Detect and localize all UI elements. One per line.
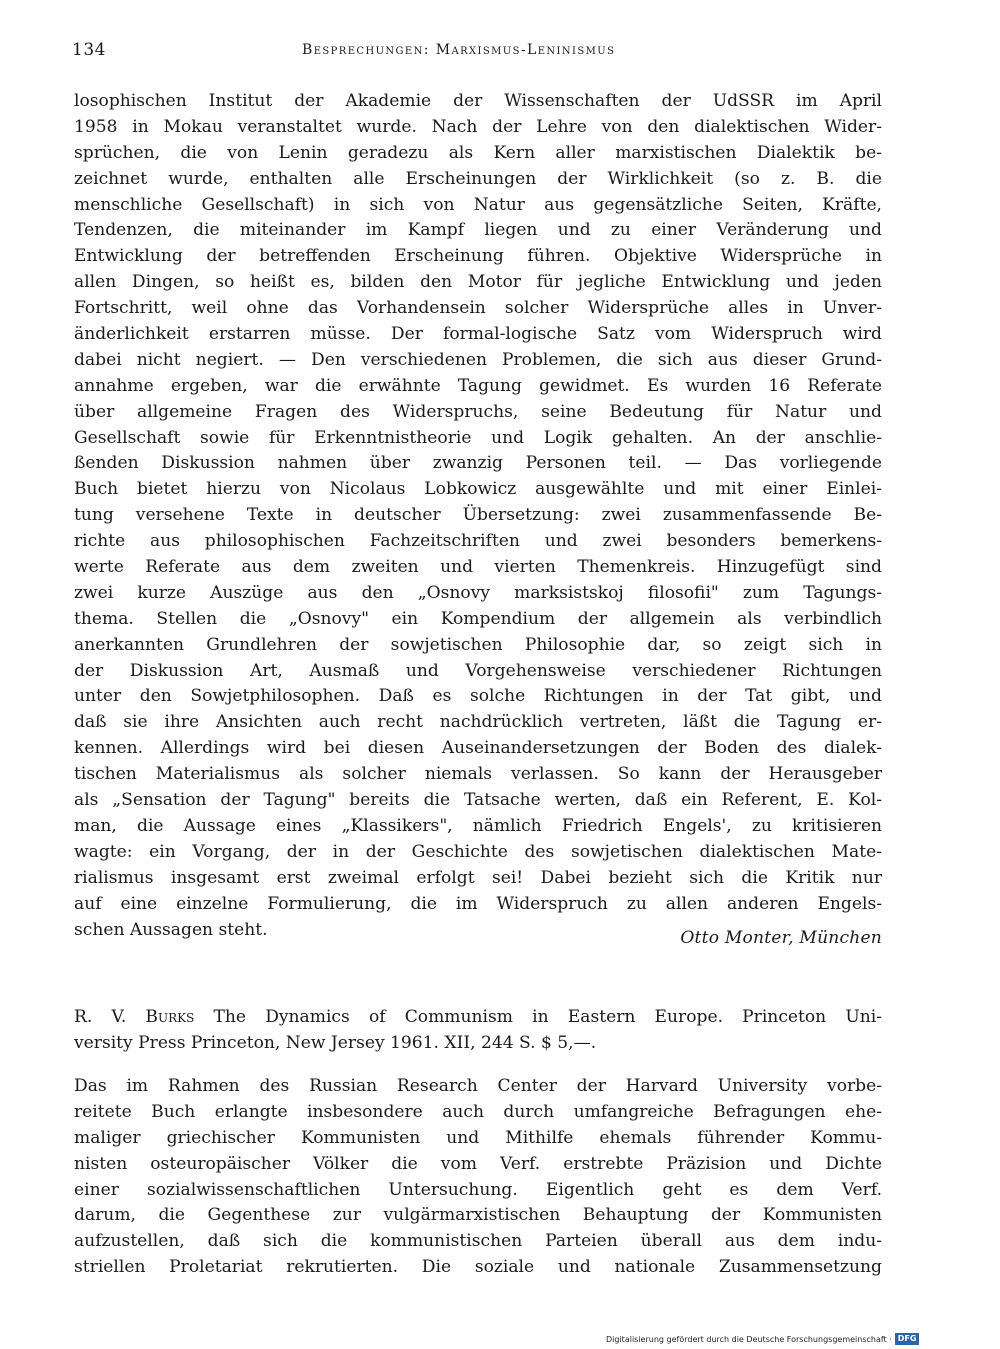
text-line: rialismus insgesamt erst zweimal erfolgt sei! Dabei bezieht sich die Kritik nur bbox=[74, 867, 882, 888]
text-line: zwei kurze Auszüge aus den „Osnovy marksistskoj filosofii" zum Tagungs- bbox=[74, 582, 882, 603]
text-line: Tendenzen, die miteinander im Kampf liegen und zu einer Veränderung und bbox=[74, 220, 882, 241]
text-line: unter den Sowjetphilosophen. Daß es solche Richtungen in der Tat gibt, und bbox=[74, 686, 882, 707]
text-line: thema. Stellen die „Osnovy" ein Kompendium der allgemein als verbindlich bbox=[74, 608, 882, 629]
text-line: tung versehene Texte in deutscher Übersetzung: zwei zusammenfassende Be- bbox=[74, 505, 882, 526]
text-line: menschliche Gesellschaft) in sich von Natur aus gegensätzliche Seiten, Kräfte, bbox=[74, 194, 882, 215]
text-line: tischen Materialismus als solcher niemals verlassen. So kann der Herausgeber bbox=[74, 764, 882, 785]
text-line: Das im Rahmen des Russian Research Center der Harvard University vorbe- bbox=[74, 1076, 882, 1096]
text-line: Gesellschaft sowie für Erkenntnistheorie und Logik gehalten. An der anschlie- bbox=[74, 427, 882, 448]
text-line: Fortschritt, weil ohne das Vorhandensein solcher Widersprüche alles in Unver- bbox=[74, 298, 882, 319]
text-line: sprüchen, die von Lenin geradezu als Kern aller marxistischen Dialektik be- bbox=[74, 142, 882, 163]
running-head: Besprechungen: Marxismus-Leninismus bbox=[302, 42, 616, 58]
text-line: wagte: ein Vorgang, der in der Geschichte des sowjetischen dialektischen Mate- bbox=[74, 841, 882, 862]
text-line: man, die Aussage eines „Klassikers", nämlich Friedrich Engels', zu kritisieren bbox=[74, 815, 882, 836]
text-line: losophischen Institut der Akademie der Wissenschaften der UdSSR im April bbox=[74, 91, 882, 111]
text-line: als „Sensation der Tagung" bereits die Tatsache werten, daß ein Referent, E. Kol- bbox=[74, 790, 882, 811]
text-line: 1958 in Mokau veranstaltet wurde. Nach der Lehre von den dialektischen Wider- bbox=[74, 116, 882, 137]
text-line: aufzustellen, daß sich die kommunistischen Parteien überall aus dem indu- bbox=[74, 1231, 882, 1252]
citation-author: R. V. Burks bbox=[74, 1007, 195, 1027]
text-line: über allgemeine Fragen des Widerspruchs, seine Bedeutung für Natur und bbox=[74, 401, 882, 422]
digitization-footer bbox=[606, 1333, 919, 1346]
text-line: dabei nicht negiert. — Den verschiedenen Problemen, die sich aus dieser Grund- bbox=[74, 349, 882, 370]
text-line: änderlichkeit erstarren müsse. Der formal-logische Satz vom Widerspruch wird bbox=[74, 324, 882, 345]
text-line: schen Aussagen steht. bbox=[74, 919, 268, 940]
text-line: annahme ergeben, war die erwähnte Tagung gewidmet. Es wurden 16 Referate bbox=[74, 375, 882, 396]
text-line: Buch bietet hierzu von Nicolaus Lobkowicz ausgewählte und mit einer Einlei- bbox=[74, 479, 882, 500]
text-line: anerkannten Grundlehren der sowjetischen Philosophie dar, so zeigt sich in bbox=[74, 634, 882, 655]
text-line: einer sozialwissenschaftlichen Untersuchung. Eigentlich geht es dem Verf. bbox=[74, 1179, 882, 1200]
text-line: zeichnet wurde, enthalten alle Erscheinungen der Wirklichkeit (so z. B. die bbox=[74, 168, 882, 189]
review-text-body bbox=[74, 1074, 882, 1281]
text-line: der Diskussion Art, Ausmaß und Vorgehensweise verschiedener Richtungen bbox=[74, 660, 882, 681]
review-text-body bbox=[74, 89, 882, 943]
text-line: maliger griechischer Kommunisten und Mithilfe ehemals führender Kommu- bbox=[74, 1127, 882, 1148]
reviewer-signature: Otto Monter, München bbox=[680, 928, 882, 948]
text-line: werte Referate aus dem zweiten und vierten Themenkreis. Hinzugefügt sind bbox=[74, 557, 882, 578]
page-number: 134 bbox=[72, 40, 106, 60]
citation-line bbox=[74, 1005, 882, 1031]
citation-line: versity Press Princeton, New Jersey 1961. XII, 244 S. $ 5,—. bbox=[74, 1032, 597, 1053]
text-line: nisten osteuropäischer Völker die vom Verf. erstrebte Präzision und Dichte bbox=[74, 1153, 882, 1174]
text-line: ßenden Diskussion nahmen über zwanzig Personen teil. — Das vorliegende bbox=[74, 453, 882, 474]
book-citation bbox=[74, 1005, 882, 1057]
footer-text: Digitalisierung gefördert durch die Deutsche Forschungsgemeinschaft · bbox=[606, 1335, 892, 1344]
text-line: auf eine einzelne Formulierung, die im Widerspruch zu allen anderen Engels- bbox=[74, 893, 882, 914]
text-line: Entwicklung der betreffenden Erscheinung führen. Objektive Widersprüche in bbox=[74, 246, 882, 267]
text-line: kennen. Allerdings wird bei diesen Auseinandersetzungen der Boden des dialek- bbox=[74, 738, 882, 759]
text-line: daß sie ihre Ansichten auch recht nachdrücklich vertreten, läßt die Tagung er- bbox=[74, 712, 882, 733]
text-line: richte aus philosophischen Fachzeitschriften und zwei besonders bemerkens- bbox=[74, 531, 882, 552]
text-line: allen Dingen, so heißt es, bilden den Motor für jegliche Entwicklung und jeden bbox=[74, 272, 882, 293]
text-line: reitete Buch erlangte insbesondere auch durch umfangreiche Befragungen ehe- bbox=[74, 1101, 882, 1122]
dfg-logo: DFG bbox=[895, 1333, 920, 1345]
text-line: striellen Proletariat rekrutierten. Die soziale und nationale Zusammensetzung bbox=[74, 1257, 882, 1278]
page-header bbox=[72, 40, 882, 66]
text-line: darum, die Gegenthese zur vulgärmarxistischen Behauptung der Kommunisten bbox=[74, 1205, 882, 1226]
citation-title: The Dynamics of Communism in Eastern Europe. Princeton Uni- bbox=[194, 1007, 883, 1027]
